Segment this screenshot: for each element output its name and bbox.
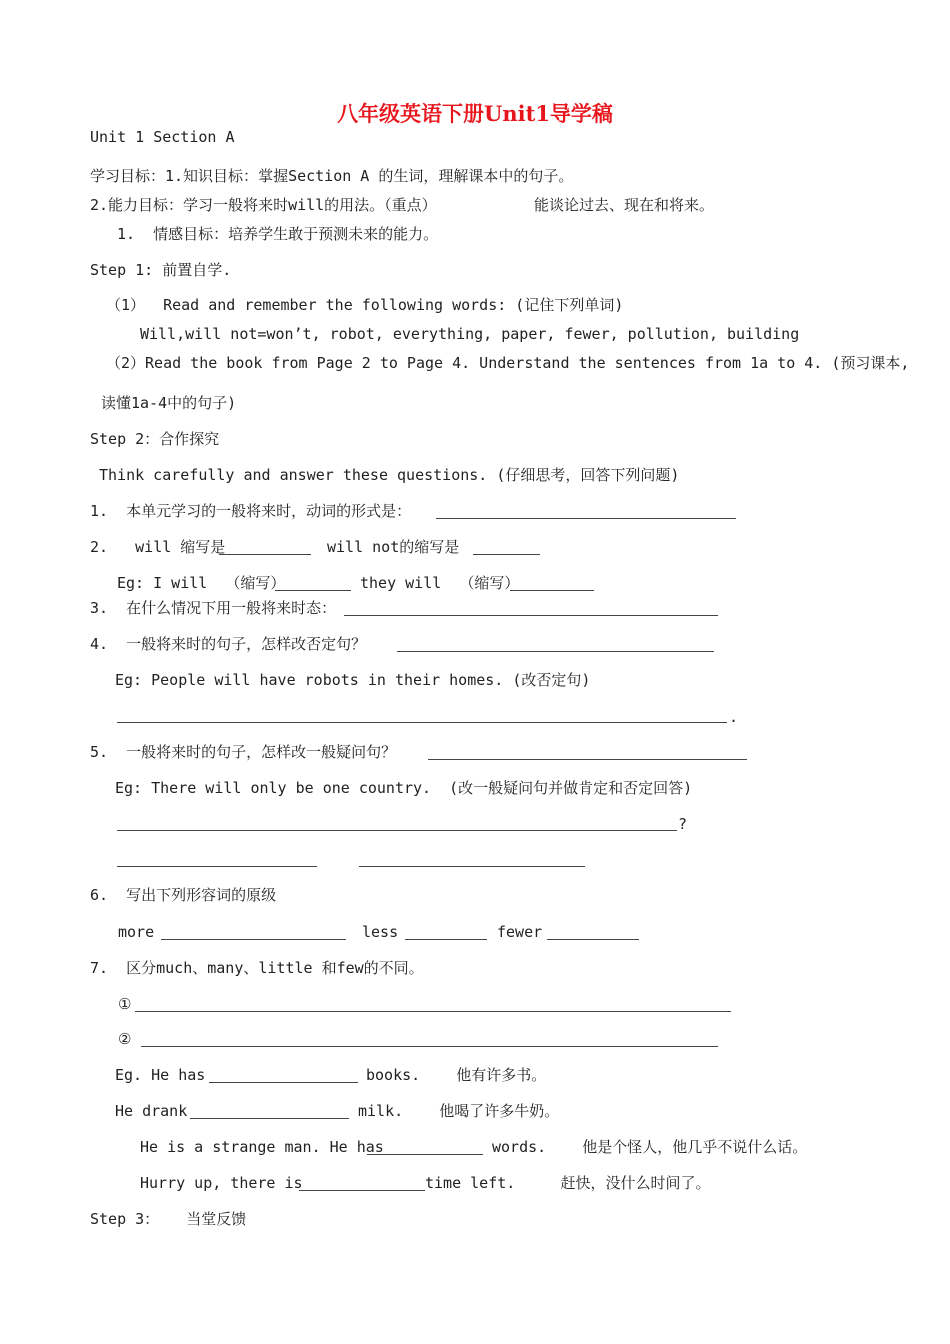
- example-4-rest: time left. 赶快，没什么时间了。: [425, 1174, 711, 1192]
- question-2-example: Eg: I will （缩写）: [117, 574, 286, 592]
- example-2-rest: milk. 他喝了许多牛奶。: [358, 1102, 560, 1120]
- question-6: 6. 写出下列形容词的原级: [90, 886, 277, 904]
- step3-title: Step 3： 当堂反馈: [90, 1210, 247, 1228]
- answer-line[interactable]: [117, 815, 677, 831]
- step1-title: Step 1: 前置自学.: [90, 261, 232, 279]
- answer-blank[interactable]: [510, 575, 594, 591]
- answer-blank[interactable]: [436, 503, 736, 519]
- answer-blank[interactable]: [428, 744, 747, 760]
- vocabulary-list: Will,will not=won’t, robot, everything, paper, fewer, pollution, building: [140, 325, 800, 343]
- question-4-example: Eg: People will have robots in their homes. (改否定句): [115, 671, 591, 689]
- goal-ability: 2.能力目标：学习一般将来时will的用法。（重点）: [90, 196, 437, 214]
- answer-blank[interactable]: [275, 575, 351, 591]
- question-7: 7. 区分much、many、little 和few的不同。: [90, 959, 424, 977]
- step1-item1: （1） Read and remember the following words: (记住下列单词): [106, 296, 624, 314]
- question-2-part2: will not的缩写是: [327, 538, 460, 556]
- step2-title: Step 2：合作探究: [90, 430, 220, 448]
- item-marker-2: ②: [118, 1030, 132, 1048]
- answer-blank[interactable]: [190, 1103, 349, 1119]
- example-2: He drank: [115, 1102, 188, 1120]
- goal-ability-extra: 能谈论过去、现在和将来。: [534, 196, 715, 214]
- answer-line[interactable]: [141, 1031, 718, 1047]
- example-1: Eg. He has: [115, 1066, 206, 1084]
- step2-intro: Think carefully and answer these questions. (仔细思考，回答下列问题): [99, 466, 680, 484]
- answer-blank[interactable]: [299, 1175, 425, 1191]
- sentence-end-question-mark: ?: [678, 815, 688, 833]
- answer-blank[interactable]: [344, 600, 718, 616]
- word-fewer: fewer: [497, 923, 543, 941]
- item-marker-1: ①: [118, 995, 132, 1013]
- example-3: He is a strange man. He has: [140, 1138, 384, 1156]
- answer-blank[interactable]: [473, 539, 540, 555]
- question-5-example: Eg: There will only be one country. (改一般疑问句并做肯定和否定回答): [115, 779, 693, 797]
- answer-blank[interactable]: [219, 539, 311, 555]
- example-1-rest: books. 他有许多书。: [366, 1066, 547, 1084]
- word-more: more: [118, 923, 155, 941]
- answer-line[interactable]: [359, 851, 585, 867]
- goal-emotion: 1. 情感目标：培养学生敢于预测未来的能力。: [117, 225, 439, 243]
- word-less: less: [362, 923, 399, 941]
- step1-item2: （2）Read the book from Page 2 to Page 4. Understand the sentences from 1a to 4. (预习课本,: [106, 354, 910, 372]
- question-1: 1. 本单元学习的一般将来时，动词的形式是：: [90, 502, 412, 520]
- step1-item2-cont: 读懂1a-4中的句子): [101, 394, 237, 412]
- answer-blank[interactable]: [161, 924, 346, 940]
- question-5: 5. 一般将来时的句子，怎样改一般疑问句？: [90, 743, 397, 761]
- answer-blank[interactable]: [397, 636, 714, 652]
- sentence-end-period: .: [729, 708, 739, 726]
- answer-blank[interactable]: [367, 1139, 483, 1155]
- answer-line[interactable]: [117, 851, 317, 867]
- example-4: Hurry up, there is: [140, 1174, 303, 1192]
- answer-line[interactable]: [135, 996, 731, 1012]
- goal-knowledge: 学习目标：1.知识目标：掌握Section A 的生词，理解课本中的句子。: [90, 167, 574, 185]
- question-4: 4. 一般将来时的句子，怎样改否定句？: [90, 635, 367, 653]
- unit-heading: Unit 1 Section A: [90, 128, 235, 146]
- question-2-example-part2: they will （缩写）: [360, 574, 520, 592]
- page-title: 八年级英语下册Unit1导学稿: [337, 101, 613, 126]
- example-3-rest: words. 他是个怪人，他几乎不说什么话。: [492, 1138, 808, 1156]
- question-3: 3. 在什么情况下用一般将来时态：: [90, 599, 337, 617]
- answer-blank[interactable]: [405, 924, 487, 940]
- answer-line[interactable]: [117, 707, 727, 723]
- answer-blank[interactable]: [547, 924, 639, 940]
- question-2: 2. will 缩写是: [90, 538, 226, 556]
- answer-blank[interactable]: [209, 1067, 358, 1083]
